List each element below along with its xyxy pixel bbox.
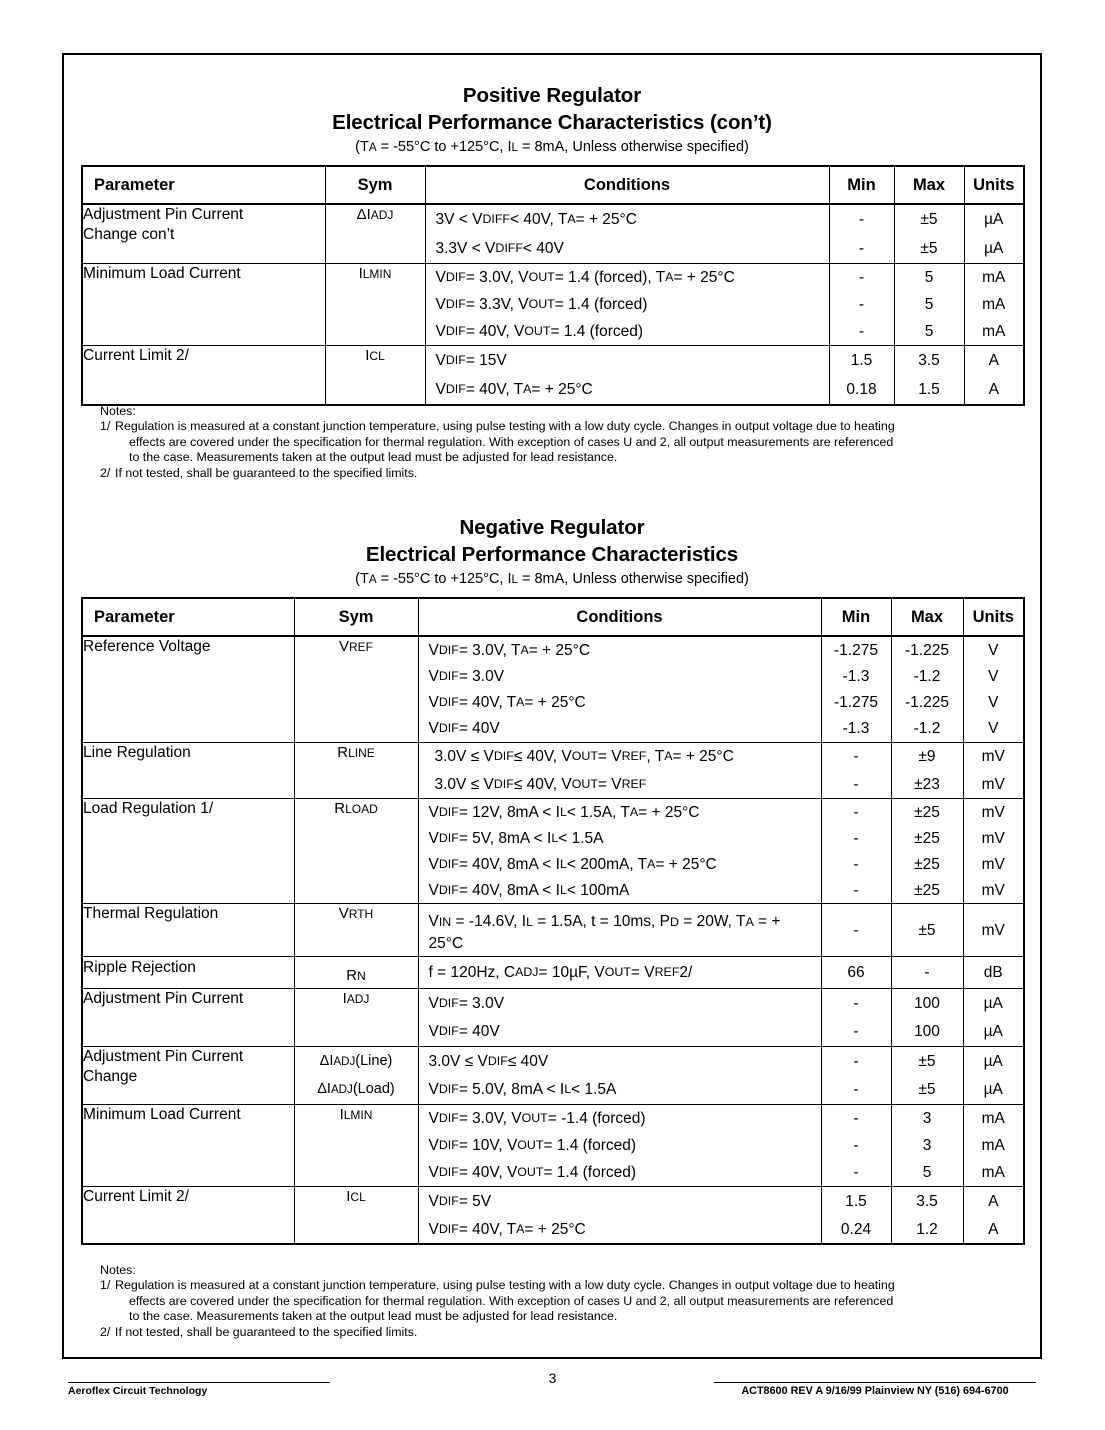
condition-line: V DIF = 5V xyxy=(428,1192,492,1210)
min-value: - xyxy=(853,748,859,766)
cell-sym: ICL xyxy=(294,1187,418,1245)
max-value: - xyxy=(924,964,930,981)
parameter-label-line2: Change con’t xyxy=(83,226,175,243)
parameter-label: Current Limit 2/ xyxy=(83,1188,189,1205)
condition-line: V DIF = 5V, 8mA < I L < 1.5A xyxy=(428,829,604,847)
section2-title-line1: Negative Regulator xyxy=(459,516,645,539)
units-value: mV xyxy=(981,921,1005,939)
table-row xyxy=(82,1047,1024,1105)
table-row xyxy=(82,743,1024,799)
condition-line: V DIF = 40V, T A = + 25°C xyxy=(428,694,586,712)
condition-line: V DIF = 12V, 8mA < I L < 1.5A, T A = + 25°C xyxy=(428,803,700,821)
table-row xyxy=(82,346,1024,406)
units-value: dB xyxy=(983,964,1003,981)
cell-units xyxy=(964,346,1024,406)
max-value: ±5 xyxy=(918,1081,936,1099)
cell-sym: ILMIN xyxy=(325,264,425,346)
max-value: -1.225 xyxy=(905,694,949,712)
units-value: µA xyxy=(984,211,1004,228)
parameter-label: Adjustment Pin Current xyxy=(83,1048,244,1065)
min-value: - xyxy=(853,1052,859,1070)
max-value: 5 xyxy=(924,296,934,313)
cell-max xyxy=(891,904,963,957)
cell-parameter xyxy=(82,1047,294,1105)
cell-units xyxy=(963,1187,1024,1245)
units-value: µA xyxy=(984,240,1004,257)
negative-regulator-spec-table xyxy=(81,597,1025,1245)
cell-max xyxy=(891,1105,963,1187)
condition-line: V DIF = 40V xyxy=(428,1023,500,1041)
table-row xyxy=(82,1105,1024,1187)
max-value: 5 xyxy=(922,1164,932,1181)
col-header-parameter: Parameter xyxy=(82,598,294,636)
min-value: -1.275 xyxy=(834,694,878,712)
condition-line: V DIF = 3.0V, V OUT = -1.4 (forced) xyxy=(428,1110,646,1127)
cell-units xyxy=(963,799,1024,904)
max-value: ±5 xyxy=(918,921,936,939)
cell-parameter xyxy=(82,989,294,1047)
units-value: mA xyxy=(982,323,1006,340)
max-value: ±5 xyxy=(920,240,938,257)
units-value: V xyxy=(988,667,999,685)
units-value: µA xyxy=(983,1023,1003,1041)
section1-heading xyxy=(82,82,1022,159)
units-value: mV xyxy=(981,881,1005,899)
table-header-row xyxy=(82,598,1024,636)
units-value: µA xyxy=(983,1052,1003,1070)
table-header-row xyxy=(82,166,1024,204)
table-row xyxy=(82,957,1024,989)
units-value: A xyxy=(988,352,999,369)
cell-conditions xyxy=(425,346,829,406)
min-value: - xyxy=(858,240,865,257)
cell-conditions xyxy=(418,636,821,743)
cell-sym: VREF xyxy=(294,636,418,743)
cell-max xyxy=(891,799,963,904)
condition-line: V DIF = 3.0V xyxy=(428,994,505,1012)
max-value: 1.5 xyxy=(918,381,940,398)
cell-parameter xyxy=(82,1105,294,1187)
min-value: -1.3 xyxy=(842,667,870,685)
cell-min xyxy=(821,743,891,799)
min-value: - xyxy=(853,1137,859,1154)
section1-title-line1: Positive Regulator xyxy=(462,84,642,107)
cell-min xyxy=(829,346,894,406)
sym-line: ΔI ADJ (Load) xyxy=(317,1081,395,1098)
cell-max xyxy=(891,989,963,1047)
min-value: - xyxy=(853,803,859,821)
table-row xyxy=(82,204,1024,264)
sym-line: ΔI ADJ (Line) xyxy=(319,1052,393,1069)
parameter-label: Adjustment Pin Current xyxy=(83,206,244,223)
units-value: mV xyxy=(981,855,1005,873)
cell-conditions xyxy=(418,957,821,989)
cell-max xyxy=(891,1047,963,1105)
cell-units xyxy=(963,957,1024,989)
units-value: mA xyxy=(981,1110,1005,1127)
max-value: ±5 xyxy=(918,1052,936,1070)
max-value: -1.2 xyxy=(913,667,941,685)
section2-notes xyxy=(100,1263,1025,1340)
section1-notes xyxy=(100,404,1025,481)
parameter-label-line2: Change xyxy=(83,1068,138,1085)
cell-min xyxy=(821,636,891,743)
min-value: 0.18 xyxy=(846,381,877,398)
notes-header: Notes: xyxy=(100,1263,136,1277)
table-row xyxy=(82,636,1024,743)
condition-line: V DIF = 5.0V, 8mA < I L < 1.5A xyxy=(428,1081,617,1099)
col-header-min: Min xyxy=(821,598,891,636)
note-number: 1/ xyxy=(100,1278,111,1293)
table-row xyxy=(82,989,1024,1047)
cell-conditions xyxy=(418,1187,821,1245)
max-value: 1.2 xyxy=(916,1220,938,1238)
cell-min xyxy=(821,989,891,1047)
note-item xyxy=(100,1325,1025,1340)
units-value: µA xyxy=(983,1081,1003,1099)
col-header-sym: Sym xyxy=(294,598,418,636)
parameter-label: Reference Voltage xyxy=(83,638,211,655)
condition-line: V DIF = 40V xyxy=(428,720,500,738)
units-value: mA xyxy=(981,1164,1005,1181)
parameter-label: Current Limit 2/ xyxy=(83,347,189,364)
condition-line: 3.0V ≤ V DIF ≤ 40V, V OUT = V REF xyxy=(434,775,647,793)
max-value: ±25 xyxy=(914,881,940,899)
max-value: 3.5 xyxy=(916,1192,938,1210)
cell-parameter xyxy=(82,636,294,743)
units-value: A xyxy=(988,381,999,398)
units-value: mV xyxy=(981,803,1005,821)
cell-parameter xyxy=(82,204,325,264)
cell-units xyxy=(963,904,1024,957)
cell-min xyxy=(821,1187,891,1245)
condition-line: V DIF = 3.0V, V OUT = 1.4 (forced), T A = + 25°C xyxy=(435,269,735,286)
max-value: ±23 xyxy=(914,775,940,793)
parameter-label: Line Regulation xyxy=(83,744,191,761)
min-value: 0.24 xyxy=(840,1220,872,1238)
parameter-label: Thermal Regulation xyxy=(83,905,219,922)
condition-line: 3.0V ≤ V DIF ≤ 40V, V OUT = V REF , T A = + 25°C xyxy=(434,748,734,766)
max-value: -1.2 xyxy=(913,720,941,738)
condition-line: V DIF = 40V, T A = + 25°C xyxy=(435,381,593,398)
section2-heading xyxy=(82,514,1022,591)
cell-conditions xyxy=(418,799,821,904)
parameter-label: Load Regulation 1/ xyxy=(83,800,214,817)
cell-parameter xyxy=(82,799,294,904)
condition-line: V DIF = 3.0V, T A = + 25°C xyxy=(428,641,591,659)
cell-parameter xyxy=(82,957,294,989)
min-value: - xyxy=(853,1023,859,1041)
condition-line: V DIF = 10V, V OUT = 1.4 (forced) xyxy=(428,1137,637,1154)
condition-line: V DIF = 40V, 8mA < I L < 200mA, T A = + 25°C xyxy=(428,855,717,873)
condition-line: 3.0V ≤ V DIF ≤ 40V xyxy=(428,1052,549,1070)
max-value: -1.225 xyxy=(905,641,949,659)
max-value: 3 xyxy=(922,1110,932,1127)
note-number: 1/ xyxy=(100,419,111,434)
condition-line: V DIF = 40V, V OUT = 1.4 (forced) xyxy=(428,1164,637,1181)
max-value: ±25 xyxy=(914,829,940,847)
note-item xyxy=(100,1278,1025,1324)
cell-sym: ILMIN xyxy=(294,1105,418,1187)
min-value: - xyxy=(853,855,859,873)
cell-units xyxy=(963,636,1024,743)
cell-conditions xyxy=(425,264,829,346)
units-value: mV xyxy=(981,748,1005,766)
max-value: 5 xyxy=(924,323,934,340)
cell-sym: IADJ xyxy=(294,989,418,1047)
table-row xyxy=(82,1187,1024,1245)
parameter-label: Ripple Rejection xyxy=(83,959,196,976)
min-value: - xyxy=(853,829,859,847)
cell-max xyxy=(891,957,963,989)
min-value: - xyxy=(858,269,865,286)
min-value: 66 xyxy=(847,964,865,981)
condition-line: 3V < V DIFF < 40V, T A = + 25°C xyxy=(435,211,637,228)
max-value: ±25 xyxy=(914,803,940,821)
cell-sym: RLOAD xyxy=(294,799,418,904)
cell-min xyxy=(821,957,891,989)
section2-conditions-note: (TA = -55°C to +125°C, IL = 8mA, Unless otherwise specified) xyxy=(355,571,749,587)
cell-max xyxy=(891,743,963,799)
section1-conditions-note: (TA = -55°C to +125°C, IL = 8mA, Unless otherwise specified) xyxy=(355,139,749,155)
units-value: V xyxy=(988,694,999,712)
cell-sym: ΔIADJ xyxy=(325,204,425,264)
units-value: mV xyxy=(981,829,1005,847)
notes-header: Notes: xyxy=(100,404,136,418)
col-header-units: Units xyxy=(964,166,1024,204)
min-value: 1.5 xyxy=(850,352,873,369)
cell-conditions xyxy=(418,904,821,957)
col-header-sym: Sym xyxy=(325,166,425,204)
cell-min xyxy=(829,204,894,264)
cell-sym: RLINE xyxy=(294,743,418,799)
min-value: - xyxy=(853,994,859,1012)
table-row xyxy=(82,904,1024,957)
units-value: mA xyxy=(982,296,1006,313)
cell-min xyxy=(821,1105,891,1187)
cell-parameter xyxy=(82,904,294,957)
condition-line: V DIF = 40V, V OUT = 1.4 (forced) xyxy=(435,323,644,340)
table-row xyxy=(82,799,1024,904)
cell-sym: ICL xyxy=(325,346,425,406)
footer-company-name: Aeroflex Circuit Technology xyxy=(68,1382,330,1397)
col-header-max: Max xyxy=(894,166,964,204)
min-value: - xyxy=(858,211,865,228)
units-value: mV xyxy=(981,775,1005,793)
cell-conditions xyxy=(418,989,821,1047)
max-value: 3.5 xyxy=(918,352,940,369)
cell-max xyxy=(891,1187,963,1245)
col-header-conditions: Conditions xyxy=(425,166,829,204)
cell-min xyxy=(821,799,891,904)
cell-sym: RN xyxy=(294,957,418,989)
parameter-label: Minimum Load Current xyxy=(83,265,241,282)
cell-max xyxy=(894,204,964,264)
cell-units xyxy=(963,1105,1024,1187)
cell-sym xyxy=(294,1047,418,1105)
cell-min xyxy=(821,1047,891,1105)
max-value: 3 xyxy=(922,1137,932,1154)
condition-line: VIN = -14.6V, IL = 1.5A, t = 10ms, PD = 20W, TA = + 25°C xyxy=(428,913,781,952)
cell-conditions xyxy=(418,1105,821,1187)
min-value: - xyxy=(858,323,865,340)
min-value: -1.275 xyxy=(834,641,878,659)
cell-units xyxy=(964,204,1024,264)
cell-parameter xyxy=(82,346,325,406)
min-value: - xyxy=(853,1164,859,1181)
max-value: ±25 xyxy=(914,855,940,873)
footer-revision-info: ACT8600 REV A 9/16/99 Plainview NY (516) 694-6700 xyxy=(714,1382,1036,1397)
parameter-label: Adjustment Pin Current xyxy=(83,990,244,1007)
table-row xyxy=(82,264,1024,346)
cell-min xyxy=(821,904,891,957)
units-value: V xyxy=(988,720,999,738)
units-value: mA xyxy=(981,1137,1005,1154)
min-value: - xyxy=(853,921,859,939)
cell-conditions xyxy=(425,204,829,264)
positive-regulator-spec-table xyxy=(81,165,1025,406)
cell-units xyxy=(964,264,1024,346)
note-item xyxy=(100,466,1025,481)
units-value: µA xyxy=(983,994,1003,1012)
cell-min xyxy=(829,264,894,346)
parameter-label: Minimum Load Current xyxy=(83,1106,241,1123)
condition-line: V DIF = 3.3V, V OUT = 1.4 (forced) xyxy=(435,296,648,313)
cell-parameter xyxy=(82,264,325,346)
cell-max xyxy=(894,346,964,406)
note-text: If not tested, shall be guaranteed to the specified limits. xyxy=(115,1324,418,1339)
cell-units xyxy=(963,743,1024,799)
note-number: 2/ xyxy=(100,465,111,480)
note-text: Regulation is measured at a constant junction temperature, using pulse testing with a low duty cycle. Changes in output voltage due to heating effects are covered under the specification for thermal regulation. With exception of cases U and 2, all output measurements are referenced to the case. Measurements taken at the output lead must be adjusted for lead resistance. xyxy=(115,1278,895,1324)
units-value: V xyxy=(988,641,999,659)
condition-line: 3.3V < V DIFF < 40V xyxy=(435,240,564,257)
col-header-min: Min xyxy=(829,166,894,204)
condition-line: f = 120Hz, C ADJ = 10µF, V OUT = V REF 2/ xyxy=(428,964,693,981)
min-value: - xyxy=(858,296,865,313)
cell-max xyxy=(891,636,963,743)
cell-units xyxy=(963,989,1024,1047)
max-value: ±5 xyxy=(920,211,938,228)
condition-line: V DIF = 15V xyxy=(435,352,507,369)
units-value: A xyxy=(988,1192,999,1210)
max-value: 100 xyxy=(914,994,940,1012)
min-value: 1.5 xyxy=(845,1192,867,1210)
cell-units xyxy=(963,1047,1024,1105)
cell-conditions xyxy=(418,743,821,799)
min-value: - xyxy=(853,1081,859,1099)
section2-title-line2: Electrical Performance Characteristics xyxy=(365,543,739,566)
units-value: A xyxy=(988,1220,999,1238)
condition-line: V DIF = 40V, T A = + 25°C xyxy=(428,1220,586,1238)
page-number: 3 xyxy=(548,1370,557,1386)
col-header-parameter: Parameter xyxy=(82,166,325,204)
col-header-conditions: Conditions xyxy=(418,598,821,636)
note-text: If not tested, shall be guaranteed to the specified limits. xyxy=(115,465,418,480)
note-number: 2/ xyxy=(100,1324,111,1339)
units-value: mA xyxy=(982,269,1006,286)
col-header-max: Max xyxy=(891,598,963,636)
cell-parameter xyxy=(82,743,294,799)
min-value: - xyxy=(853,1110,859,1127)
cell-sym: VRTH xyxy=(294,904,418,957)
max-value: 100 xyxy=(914,1023,940,1041)
max-value: ±9 xyxy=(918,748,936,766)
min-value: -1.3 xyxy=(842,720,870,738)
condition-line: V DIF = 3.0V xyxy=(428,667,505,685)
min-value: - xyxy=(853,881,859,899)
cell-conditions xyxy=(418,1047,821,1105)
note-text: Regulation is measured at a constant junction temperature, using pulse testing with a low duty cycle. Changes in output voltage due to heating effects are covered under the specification for thermal regulation. With exception of cases U and 2, all output measurements are referenced to the case. Measurements taken at the output lead must be adjusted for lead resistance. xyxy=(115,419,895,465)
cell-parameter xyxy=(82,1187,294,1245)
cell-max xyxy=(894,264,964,346)
min-value: - xyxy=(853,775,859,793)
note-item xyxy=(100,419,1025,465)
col-header-units: Units xyxy=(963,598,1024,636)
max-value: 5 xyxy=(924,269,934,286)
section1-title-line2: Electrical Performance Characteristics (con’t) xyxy=(332,111,772,134)
condition-line: V DIF = 40V, 8mA < I L < 100mA xyxy=(428,881,630,899)
